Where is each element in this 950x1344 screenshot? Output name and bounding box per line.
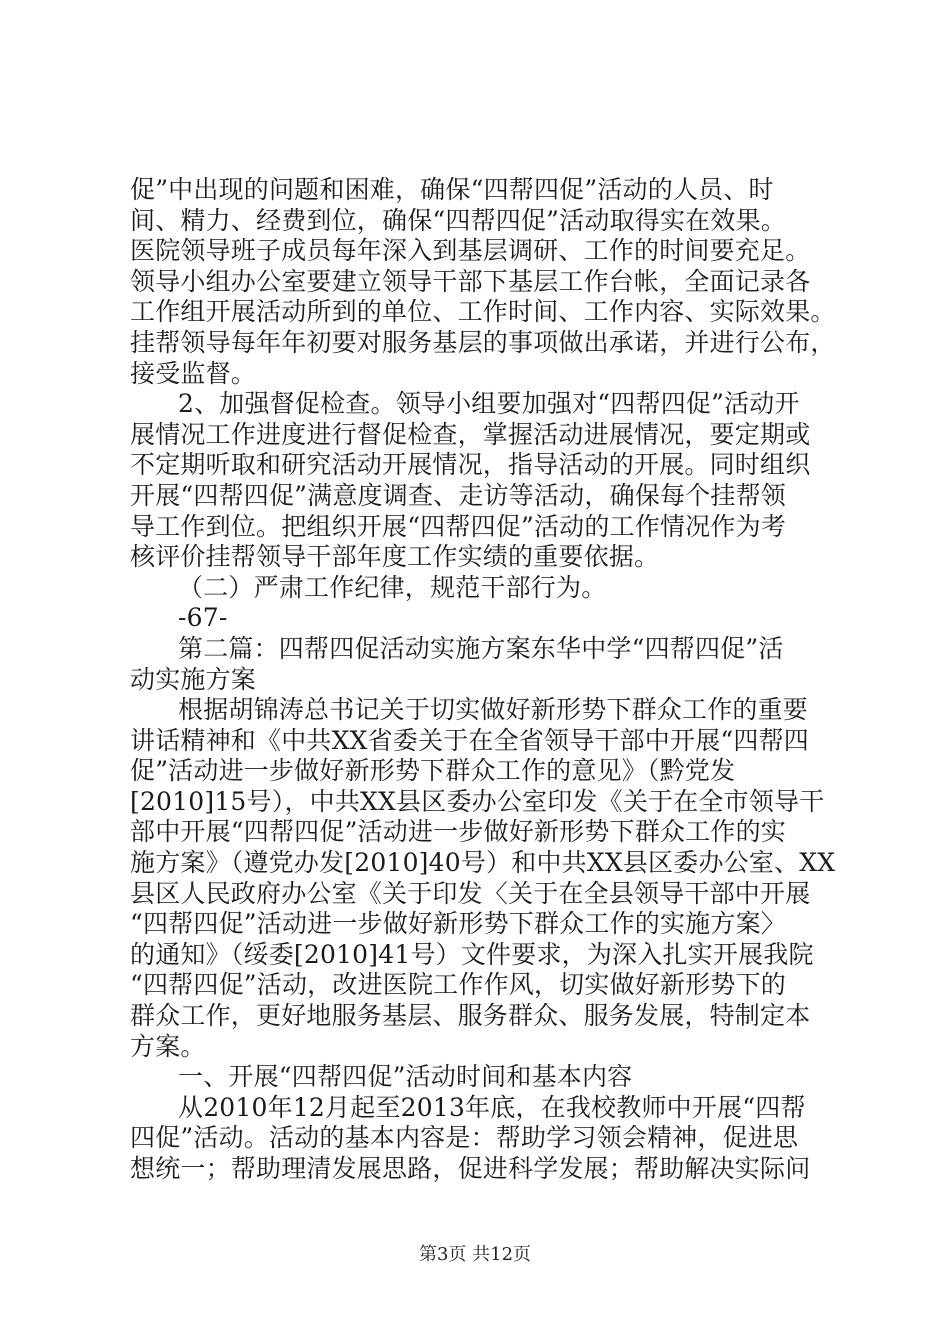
- text-line: 群众工作，更好地服务基层、服务群众、服务发展，特制定本: [130, 1001, 811, 1031]
- text-line: “四帮四促”活动，改进医院工作作风，切实做好新形势下的: [130, 970, 786, 1000]
- page-footer: 第3页 共12页: [418, 1244, 532, 1265]
- paragraph-start-line: 根据胡锦涛总书记关于切实做好新形势下群众工作的重要: [178, 695, 809, 725]
- text-line: 医院领导班子成员每年深入到基层调研、工作的时间要充足。: [130, 236, 811, 266]
- document-body: [130, 175, 836, 1185]
- text-line: 导工作到位。把组织开展“四帮四促”活动的工作情况作为考: [130, 511, 786, 541]
- text-line: 四促”活动。活动的基本内容是：帮助学习领会精神，促进思: [130, 1123, 799, 1153]
- paragraph-start-line: 从2010年12月起至2013年底，在我校教师中开展“四帮: [178, 1092, 806, 1122]
- text-line: 施方案》（遵党办发[2010]40号）和中共XX县区委办公室、XX: [130, 848, 836, 878]
- text-line: 县区人民政府办公室《关于印发〈关于在全县领导干部中开展: [130, 878, 811, 908]
- text-line: 核评价挂帮领导干部年度工作实绩的重要依据。: [130, 542, 660, 572]
- text-line: 接受监督。: [130, 358, 257, 388]
- text-line: 不定期听取和研究活动开展情况，指导活动的开展。同时组织: [130, 450, 811, 480]
- text-line: 方案。: [130, 1031, 206, 1061]
- text-line: 领导小组办公室要建立领导干部下基层工作台帐，全面记录各: [130, 266, 811, 296]
- paragraph-start-line: 2、加强督促检查。领导小组要加强对“四帮四促”活动开: [178, 389, 800, 419]
- text-line: 动实施方案: [130, 664, 257, 694]
- text-line: 间、精力、经费到位，确保“四帮四促”活动取得实在效果。: [130, 205, 786, 235]
- text-line: “四帮四促”活动进一步做好新形势下群众工作的实施方案〉: [130, 909, 786, 939]
- section-heading: （二）严肃工作纪律，规范干部行为。: [178, 572, 607, 602]
- text-line: 挂帮领导每年年初要对服务基层的事项做出承诺，并进行公布，: [130, 327, 836, 357]
- text-line: 促”活动进一步做好新形势下群众工作的意见》（黔党发: [130, 756, 736, 786]
- text-line: 开展“四帮四促”满意度调查、走访等活动，确保每个挂帮领: [130, 480, 786, 510]
- text-line: 的通知》（绥委[2010]41号）文件要求，为深入扎实开展我院: [130, 939, 814, 969]
- section-heading: 一、开展“四帮四促”活动时间和基本内容: [178, 1062, 633, 1092]
- text-line: 讲话精神和《中共XX省委关于在全省领导干部中开展“四帮四: [130, 725, 809, 755]
- inline-page-number: -67-: [178, 603, 228, 633]
- text-line: 展情况工作进度进行督促检查，掌握活动进展情况，要定期或: [130, 419, 811, 449]
- text-line: 工作组开展活动所到的单位、工作时间、工作内容、实际效果。: [130, 297, 836, 327]
- text-line: 促”中出现的问题和困难，确保“四帮四促”活动的人员、时: [130, 175, 774, 204]
- text-line: 想统一；帮助理清发展思路，促进科学发展；帮助解决实际问: [130, 1154, 811, 1183]
- chapter-title: 第二篇：四帮四促活动实施方案东华中学“四帮四促”活: [178, 633, 784, 663]
- text-line: 部中开展“四帮四促”活动进一步做好新形势下群众工作的实: [130, 817, 786, 847]
- text-line: [2010]15号），中共XX县区委办公室印发《关于在全市领导干: [130, 786, 825, 816]
